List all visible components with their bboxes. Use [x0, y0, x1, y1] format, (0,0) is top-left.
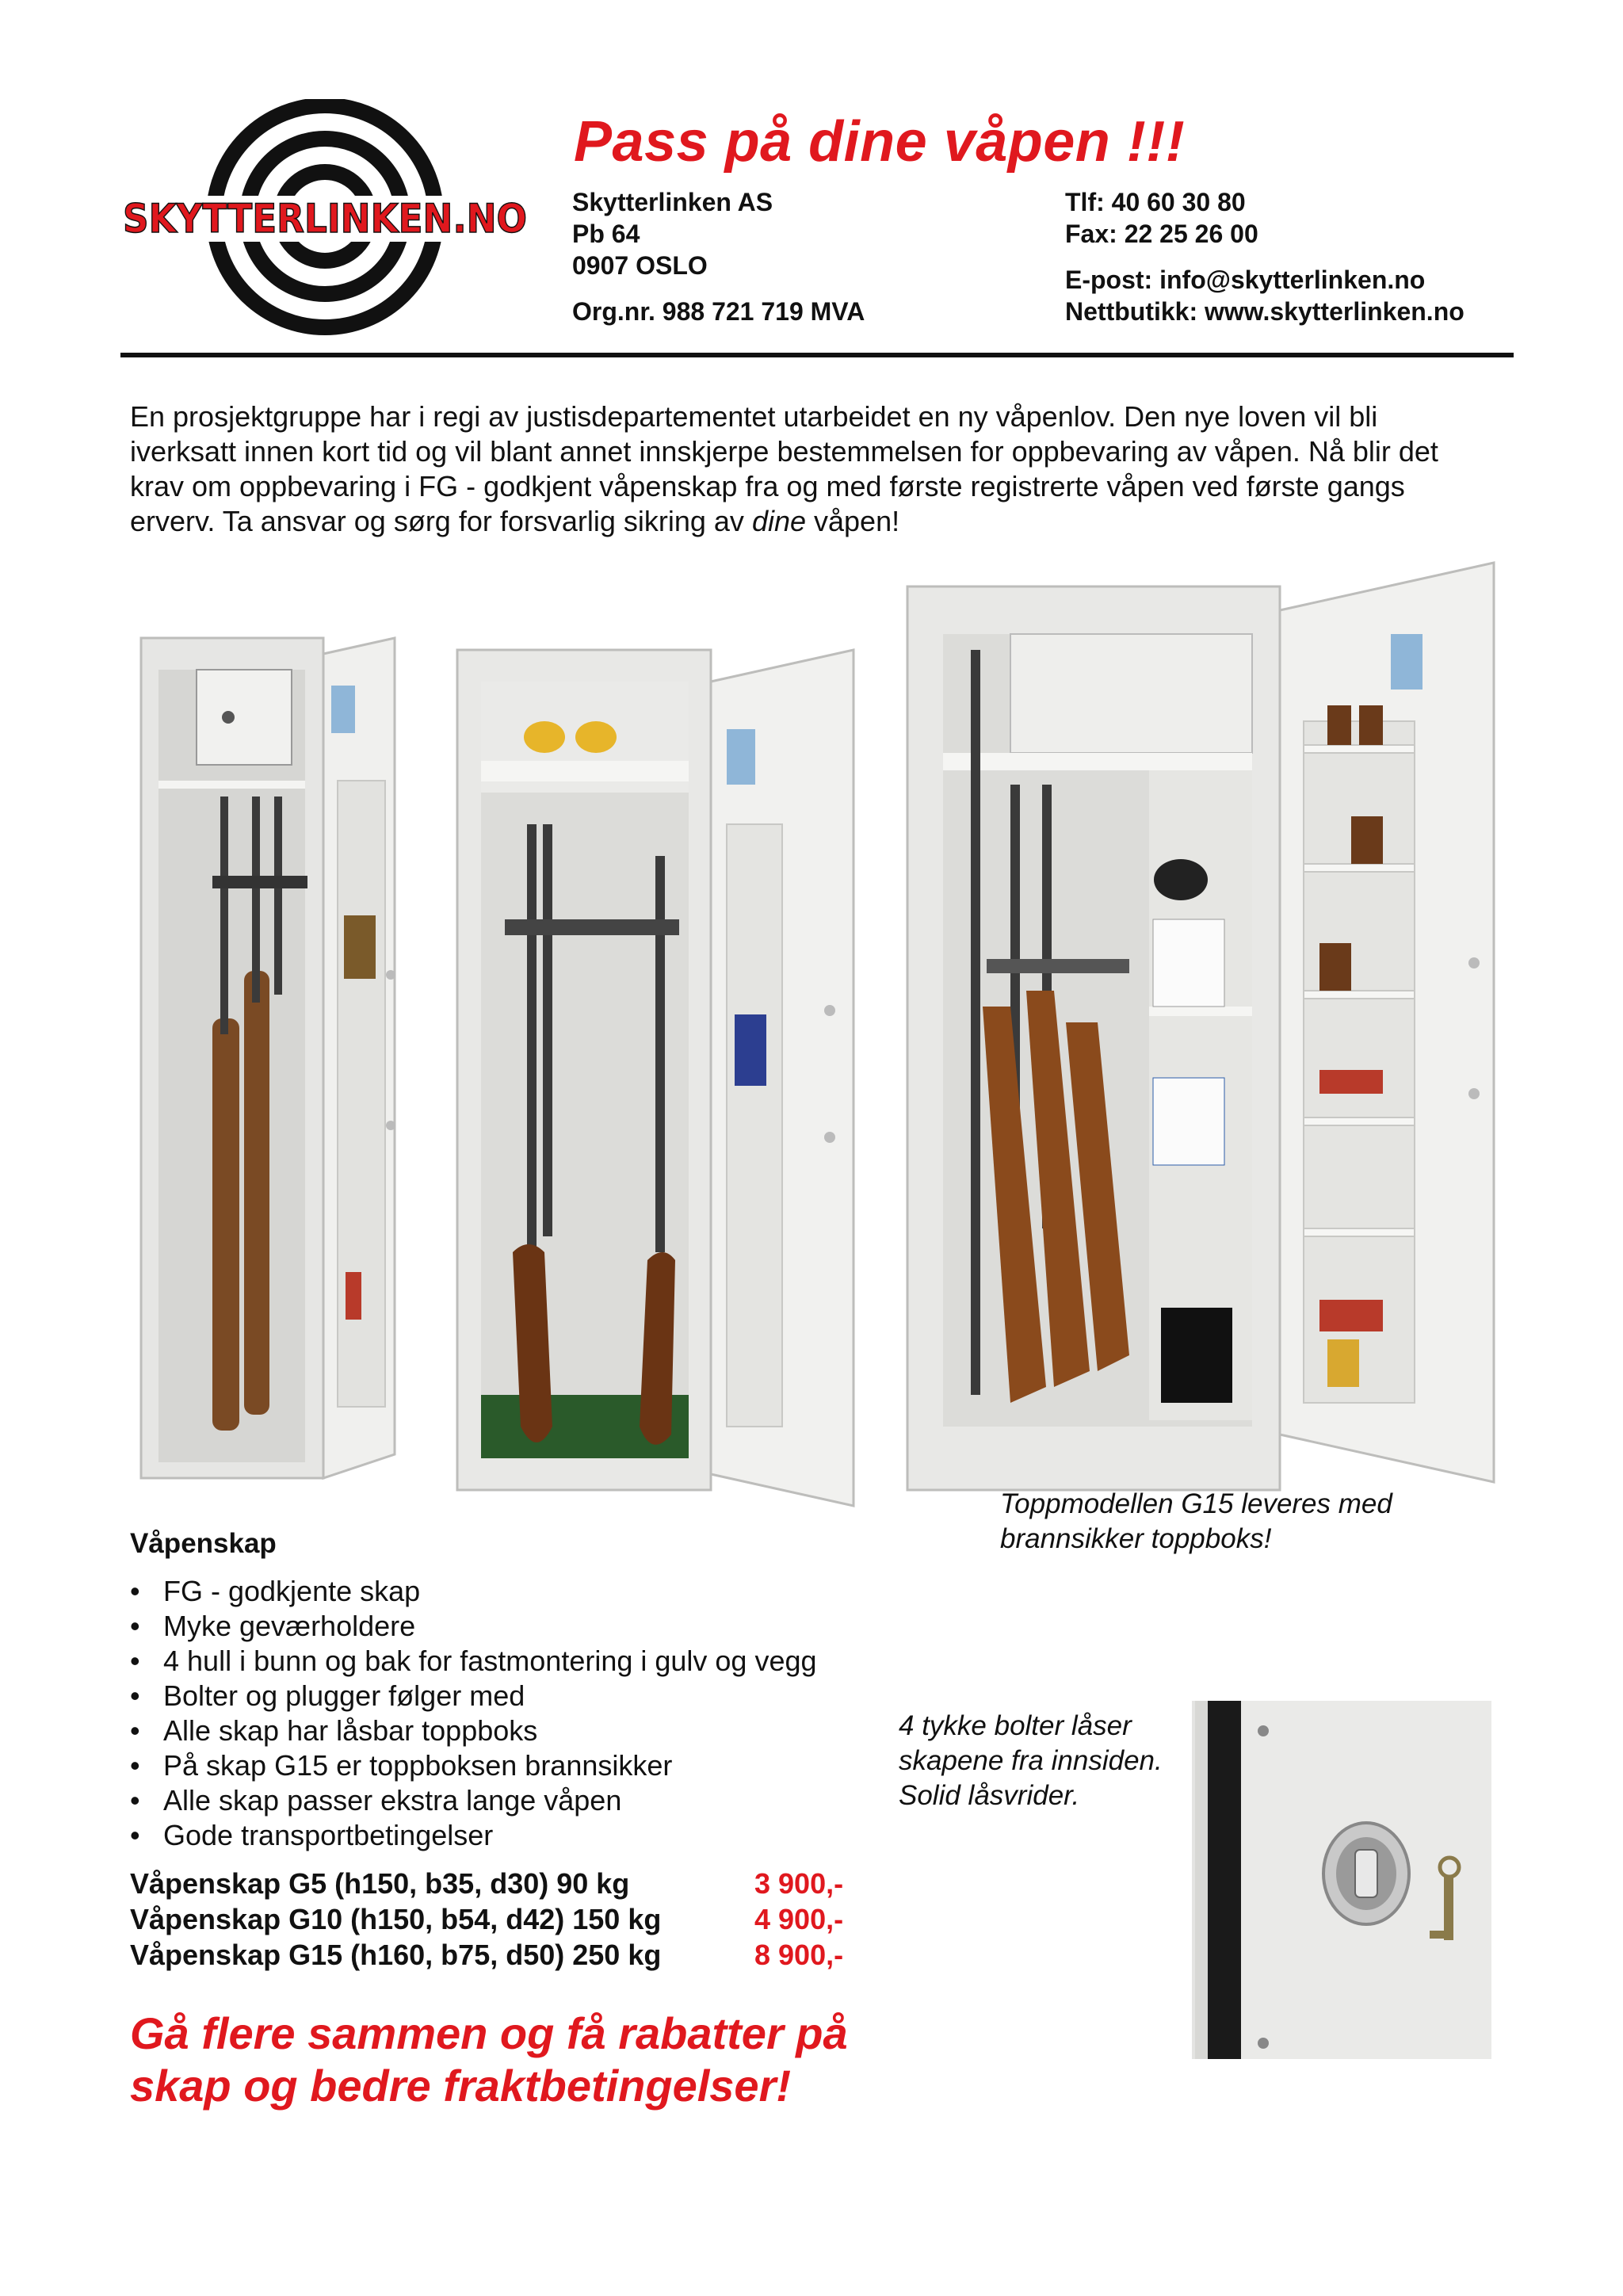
price-value: 3 900,- — [754, 1867, 844, 1900]
price-row — [130, 1937, 875, 1973]
caption-g15: Toppmodellen G15 leveres med brannsikker toppboks! — [1000, 1488, 1392, 1554]
list-item: • FG - godkjente skap — [130, 1574, 817, 1609]
price-row — [130, 1901, 875, 1937]
lock-detail-photo — [1192, 1701, 1491, 2059]
cabinet-g5-photo — [141, 638, 403, 1478]
phone: Tlf: 40 60 30 80 — [1065, 188, 1246, 216]
postbox: Pb 64 — [572, 220, 640, 248]
price-model: Våpenskap G10 (h150, b54, d42) 150 kg — [130, 1903, 662, 1935]
list-item: • Myke geværholdere — [130, 1609, 817, 1644]
feature-list — [130, 1574, 817, 1853]
skytterlinken-logo — [111, 99, 539, 345]
price-list — [130, 1866, 875, 1973]
price-value: 4 900,- — [754, 1903, 844, 1935]
fax: Fax: 22 25 26 00 — [1065, 220, 1258, 248]
price-model: Våpenskap G15 (h160, b75, d50) 250 kg — [130, 1939, 662, 1971]
webshop-link[interactable]: Nettbutikk: www.skytterlinken.no — [1065, 297, 1465, 326]
price-row — [130, 1866, 875, 1901]
intro-paragraph — [130, 399, 1477, 539]
promo-text: Gå flere sammen og få rabatter på skap og bedre fraktbetingelser! — [130, 2008, 848, 2111]
list-item: • Gode transportbetingelser — [130, 1818, 817, 1853]
intro-emphasis: dine — [751, 505, 806, 537]
company-name: Skytterlinken AS — [572, 188, 773, 216]
price-value: 8 900,- — [754, 1939, 844, 1971]
cabinet-g15-photo — [907, 547, 1510, 1490]
list-item: • Alle skap har låsbar toppboks — [130, 1713, 817, 1748]
postal-address: 0907 OSLO — [572, 251, 708, 280]
intro-text: En prosjektgruppe har i regi av justisdepartementet utarbeidet en ny våpenlov. Den nye loven vil bli iverksatt innen kort tid og vil blant annet innskjerpe bestemmelsen for oppbevaring av våpen. Nå blir det krav om oppbevaring i FG - godkjent våpenskap fra og med første registrerte våpen ved første gangs erverv. Ta ansvar og sørg for forsvarlig sikring av — [130, 400, 1438, 537]
caption-lock: 4 tykke bolter låser skapene fra innsiden. Solid låsvrider. — [899, 1710, 1163, 1811]
email-link[interactable]: E-post: info@skytterlinken.no — [1065, 266, 1426, 294]
contact-details — [1065, 186, 1465, 327]
price-model: Våpenskap G5 (h150, b35, d30) 90 kg — [130, 1867, 630, 1900]
header-divider — [120, 353, 1514, 357]
org-number: Org.nr. 988 721 719 MVA — [572, 297, 865, 326]
headline: Pass på dine våpen !!! — [574, 110, 1186, 174]
contact-address — [572, 186, 865, 327]
list-item: • 4 hull i bunn og bak for fastmontering i gulv og vegg — [130, 1644, 817, 1679]
list-item: • Bolter og plugger følger med — [130, 1679, 817, 1713]
logo-text: SKYTTERLINKEN.NO — [123, 196, 527, 242]
intro-text-end: våpen! — [806, 505, 900, 537]
list-item: • Alle skap passer ekstra lange våpen — [130, 1783, 817, 1818]
section-title: Våpenskap — [130, 1528, 277, 1559]
cabinet-g10-photo — [457, 634, 869, 1506]
list-item: • På skap G15 er toppboksen brannsikker — [130, 1748, 817, 1783]
